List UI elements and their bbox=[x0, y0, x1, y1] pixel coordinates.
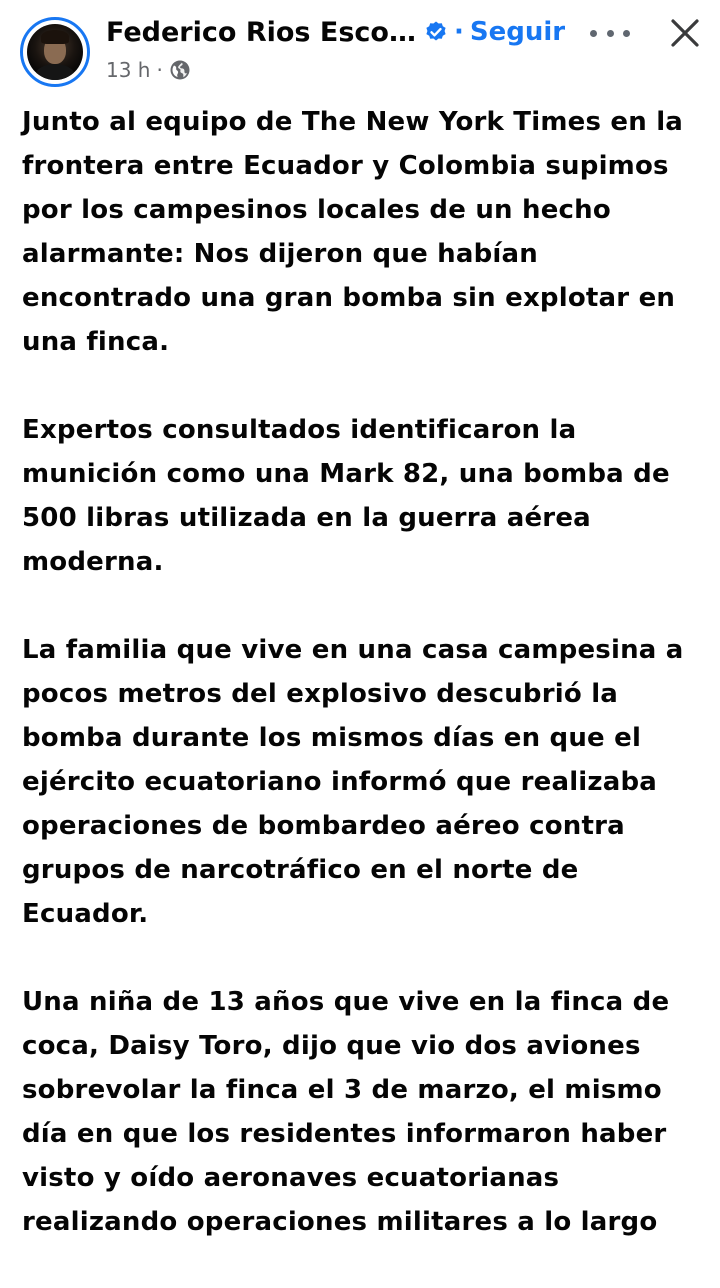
author-name-row bbox=[106, 14, 565, 50]
post-body bbox=[22, 100, 712, 1288]
post-paragraph: Una niña de 13 años que vive en la finca de coca, Daisy Toro, dijo que vio dos aviones sobrevolar la finca el 3 de marzo, el mismo día en que los residentes informaron haber visto y oído aeronaves ecuatorianas realizando operaciones militares a lo largo bbox=[22, 987, 670, 1237]
verified-badge-icon bbox=[424, 20, 448, 44]
post-header bbox=[0, 0, 720, 100]
post-meta bbox=[106, 56, 191, 84]
globe-icon[interactable] bbox=[169, 59, 191, 81]
avatar-hair-shape bbox=[41, 30, 69, 44]
more-options-icon[interactable] bbox=[590, 20, 630, 46]
close-icon[interactable] bbox=[665, 13, 705, 53]
avatar-body-shape bbox=[35, 64, 75, 80]
post-paragraph: Expertos consultados identificaron la munición como una Mark 82, una bomba de 500 libras utilizada en la guerra aérea moderna. bbox=[22, 415, 670, 577]
follow-button[interactable]: Seguir bbox=[469, 17, 566, 47]
post-paragraph: Junto al equipo de The New York Times en la frontera entre Ecuador y Colombia supimos por los campesinos locales de un hecho alarmante: Nos dijeron que habían encontrado una gran bomba sin explotar en una finca. bbox=[22, 107, 684, 357]
avatar-photo bbox=[27, 24, 83, 80]
author-name[interactable]: Federico Rios Esco… bbox=[106, 16, 416, 48]
post-timestamp[interactable]: 13 h bbox=[106, 58, 151, 82]
more-dot bbox=[590, 30, 597, 37]
header-separator: · bbox=[453, 17, 464, 47]
more-dot bbox=[623, 30, 630, 37]
post-paragraph: La familia que vive en una casa campesina a pocos metros del explosivo descubrió la bomba durante los mismos días en que el ejército ecuatoriano informó que realizaba operaciones de bombardeo aéreo contra grupos de narcotráfico en el norte de Ecuador. bbox=[22, 635, 684, 929]
author-avatar[interactable] bbox=[20, 17, 90, 87]
more-dot bbox=[607, 30, 614, 37]
meta-separator: · bbox=[156, 58, 163, 82]
